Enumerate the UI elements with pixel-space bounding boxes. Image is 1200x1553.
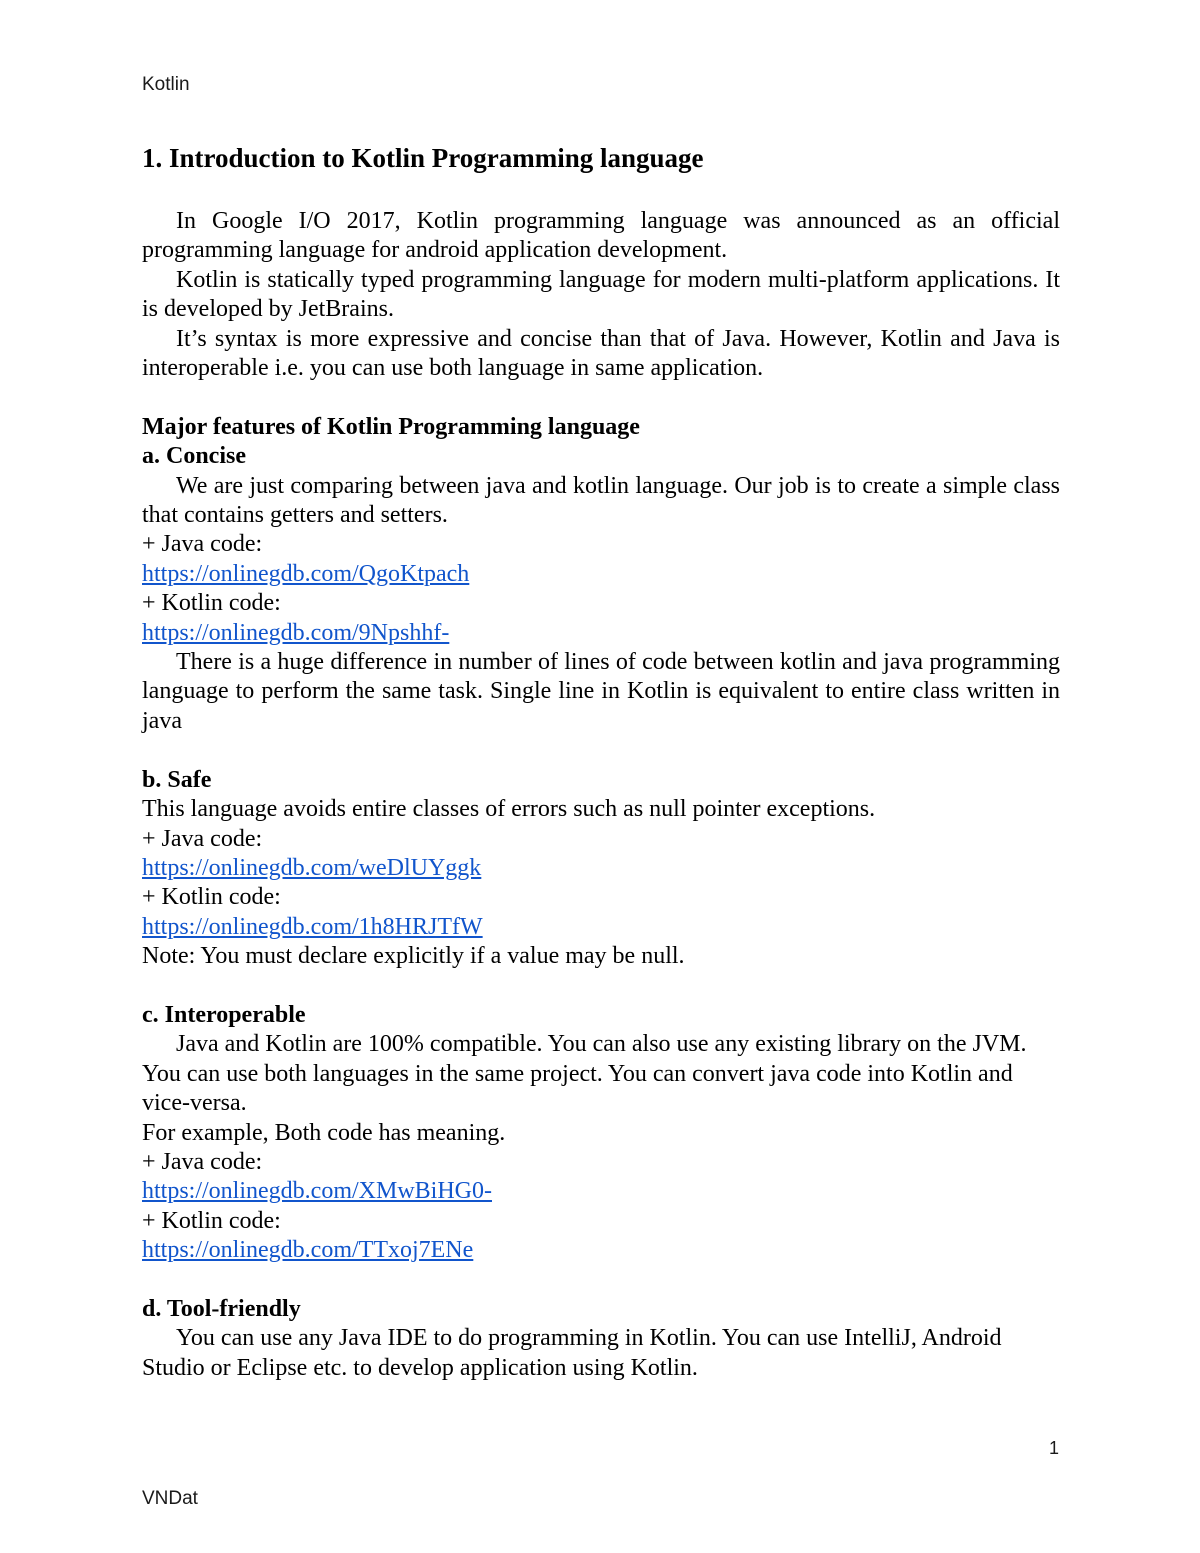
tool-friendly-paragraph-1: You can use any Java IDE to do programming in Kotlin. You can use IntelliJ, Android Studio or Eclipse etc. to develop application using Kotlin. [142, 1325, 1002, 1381]
interoperable-heading: c. Interoperable [142, 1001, 306, 1028]
tool-friendly-heading: d. Tool-friendly [142, 1295, 301, 1322]
interoperable-paragraph-2: For example, Both code has meaning. [142, 1119, 506, 1146]
safe-note: Note: You must declare explicitly if a value may be null. [142, 943, 685, 970]
spacer [142, 736, 1060, 765]
spacer [142, 1266, 1060, 1295]
safe-paragraph-1: This language avoids entire classes of errors such as null pointer exceptions. [142, 796, 876, 823]
concise-paragraph-2: There is a huge difference in number of lines of code between kotlin and java programming language to perform the same task. Single line in Kotlin is equivalent to entire class written in java [142, 649, 1060, 734]
safe-java-label: + Java code: [142, 825, 263, 852]
spacer [142, 972, 1060, 1001]
page-footer-author: VNDat [142, 1488, 198, 1509]
interoperable-kotlin-label: + Kotlin code: [142, 1207, 281, 1234]
safe-java-link[interactable]: https://onlinegdb.com/weDlUYggk [142, 854, 482, 881]
interoperable-kotlin-link[interactable]: https://onlinegdb.com/TTxoj7ENe [142, 1237, 474, 1264]
safe-kotlin-label: + Kotlin code: [142, 884, 281, 911]
concise-paragraph-1: We are just comparing between java and kotlin language. Our job is to create a simple class that contains getters and setters. [142, 472, 1060, 529]
concise-kotlin-link[interactable]: https://onlinegdb.com/9Npshhf- [142, 619, 450, 646]
interoperable-paragraph-1: Java and Kotlin are 100% compatible. You can also use any existing library on the JVM. You can use both languages in the same project. You can convert java code into Kotlin and vice-versa. [142, 1031, 1027, 1117]
concise-java-label: + Java code: [142, 531, 263, 558]
concise-java-link[interactable]: https://onlinegdb.com/QgoKtpach [142, 560, 470, 587]
page-number: 1 [1049, 1438, 1060, 1458]
interoperable-java-label: + Java code: [142, 1148, 263, 1175]
document-body [142, 140, 1060, 1383]
concise-heading: a. Concise [142, 443, 246, 470]
page-header: Kotlin [142, 74, 190, 95]
intro-paragraph-2: Kotlin is statically typed programming language for modern multi-platform applications. It is developed by JetBrains. [142, 266, 1060, 323]
safe-kotlin-link[interactable]: https://onlinegdb.com/1h8HRJTfW [142, 913, 483, 940]
concise-kotlin-label: + Kotlin code: [142, 590, 281, 617]
spacer [142, 383, 1060, 412]
intro-paragraph-3: It’s syntax is more expressive and concise than that of Java. However, Kotlin and Java is interoperable i.e. you can use both language in same application. [142, 325, 1060, 382]
page-title: 1. Introduction to Kotlin Programming language [142, 143, 704, 173]
intro-paragraph-1: In Google I/O 2017, Kotlin programming language was announced as an official programming language for android application development. [142, 208, 1060, 264]
safe-heading: b. Safe [142, 766, 212, 793]
features-heading: Major features of Kotlin Programming language [142, 413, 640, 440]
interoperable-java-link[interactable]: https://onlinegdb.com/XMwBiHG0- [142, 1178, 492, 1205]
